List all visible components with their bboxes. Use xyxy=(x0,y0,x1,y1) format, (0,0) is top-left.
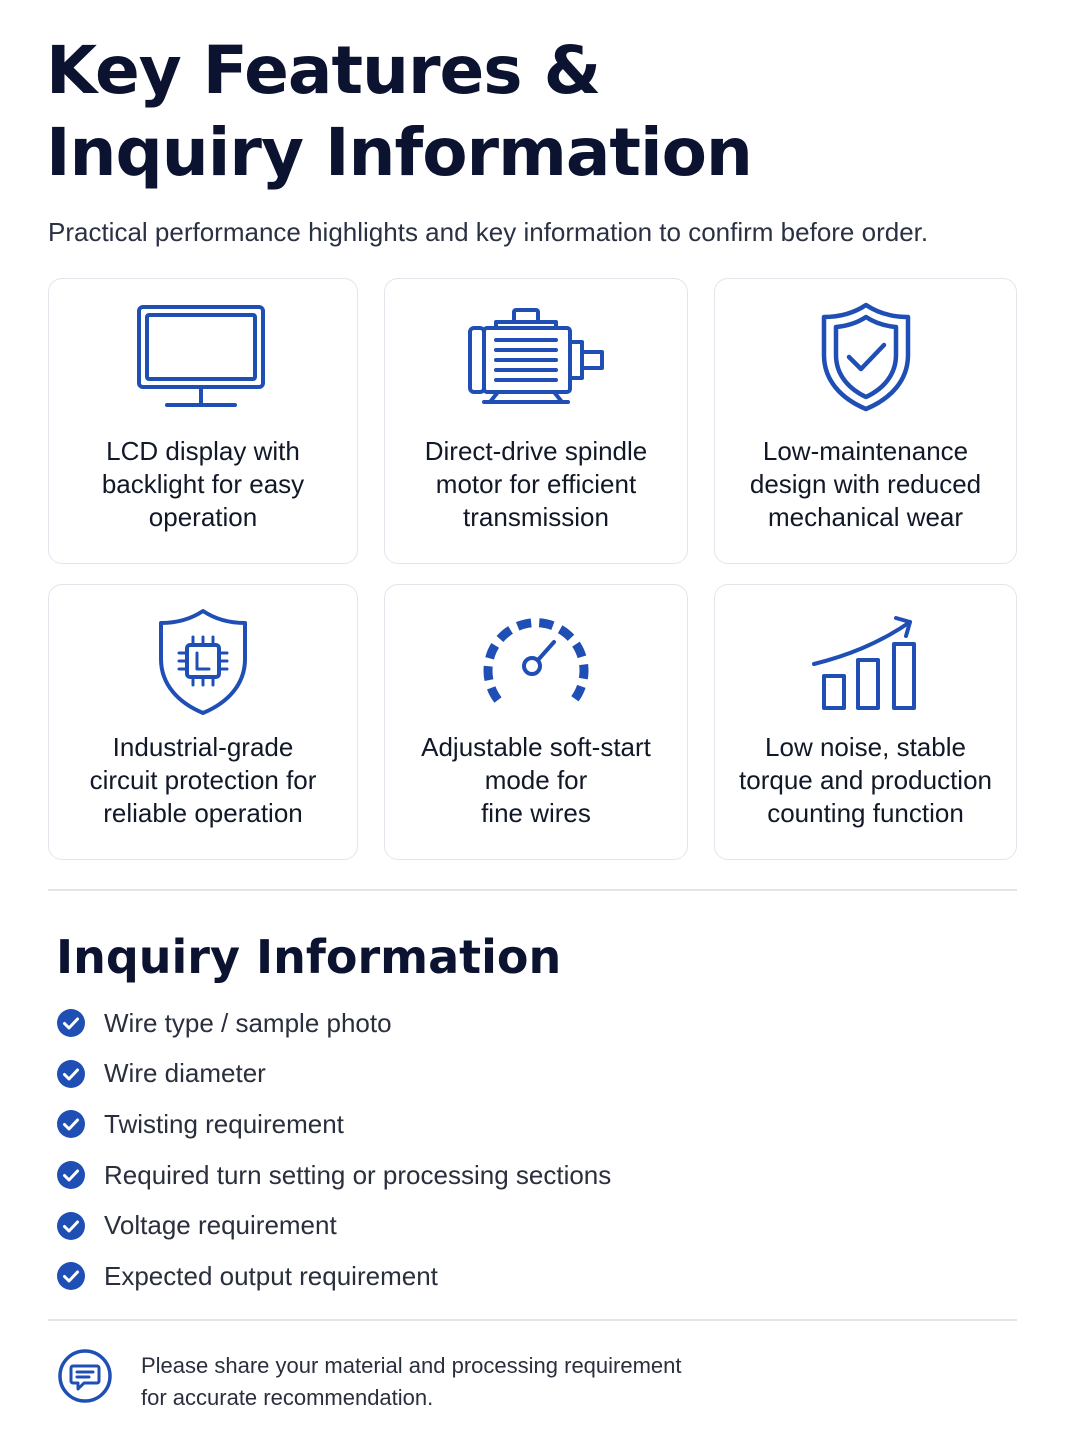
growth-chart-icon xyxy=(786,603,946,723)
feature-label: LCD display with backlight for easy operation xyxy=(101,436,305,532)
inquiry-item xyxy=(56,998,611,1049)
check-circle-icon xyxy=(56,1261,86,1291)
check-circle-icon xyxy=(56,1160,86,1190)
gauge-icon xyxy=(456,603,616,723)
feature-label: Low-maintenance design with reduced mechanical wear xyxy=(749,436,982,532)
inquiry-item xyxy=(56,1251,611,1302)
inquiry-item-text: Wire type / sample photo xyxy=(104,1007,392,1038)
feature-label: Adjustable soft-start mode for fine wires xyxy=(421,732,651,828)
page-title-line1: Key Features & xyxy=(46,32,601,109)
inquiry-item xyxy=(56,1150,611,1201)
shield-check-icon xyxy=(786,297,946,417)
inquiry-item xyxy=(56,1049,611,1100)
check-circle-icon xyxy=(56,1109,86,1139)
feature-card-production-counting xyxy=(714,584,1017,860)
page-title-line2: Inquiry Information xyxy=(46,114,752,191)
page-title xyxy=(46,30,752,194)
chat-bubble-icon xyxy=(57,1348,113,1404)
motor-icon xyxy=(456,297,616,417)
inquiry-item-text: Required turn setting or processing sections xyxy=(104,1159,612,1190)
inquiry-item-text: Wire diameter xyxy=(104,1058,266,1089)
section-divider xyxy=(48,889,1017,891)
inquiry-list xyxy=(56,998,611,1302)
feature-label: Industrial-grade circuit protection for reliable operation xyxy=(89,732,317,828)
feature-card-low-maintenance xyxy=(714,278,1017,564)
feature-card-soft-start xyxy=(384,584,688,860)
inquiry-item-text: Twisting requirement xyxy=(104,1108,344,1139)
feature-card-spindle-motor xyxy=(384,278,688,564)
inquiry-item xyxy=(56,1200,611,1251)
inquiry-item-text: Voltage requirement xyxy=(104,1210,337,1241)
feature-card-circuit-protection xyxy=(48,584,358,860)
inquiry-item xyxy=(56,1099,611,1150)
inquiry-section-title: Inquiry Information xyxy=(56,930,562,984)
check-circle-icon xyxy=(56,1059,86,1089)
check-circle-icon xyxy=(56,1211,86,1241)
circuit-shield-icon xyxy=(123,603,283,723)
page-subtitle: Practical performance highlights and key information to confirm before order. xyxy=(48,217,929,247)
feature-card-lcd-display xyxy=(48,278,358,564)
footer-divider xyxy=(48,1319,1017,1321)
check-circle-icon xyxy=(56,1008,86,1038)
footer-note: Please share your material and processing requirement for accurate recommendation. xyxy=(141,1353,682,1410)
monitor-icon xyxy=(123,297,283,417)
feature-label: Direct-drive spindle motor for efficient transmission xyxy=(424,436,648,532)
inquiry-item-text: Expected output requirement xyxy=(104,1260,438,1291)
feature-label: Low noise, stable torque and production counting function xyxy=(739,732,992,828)
